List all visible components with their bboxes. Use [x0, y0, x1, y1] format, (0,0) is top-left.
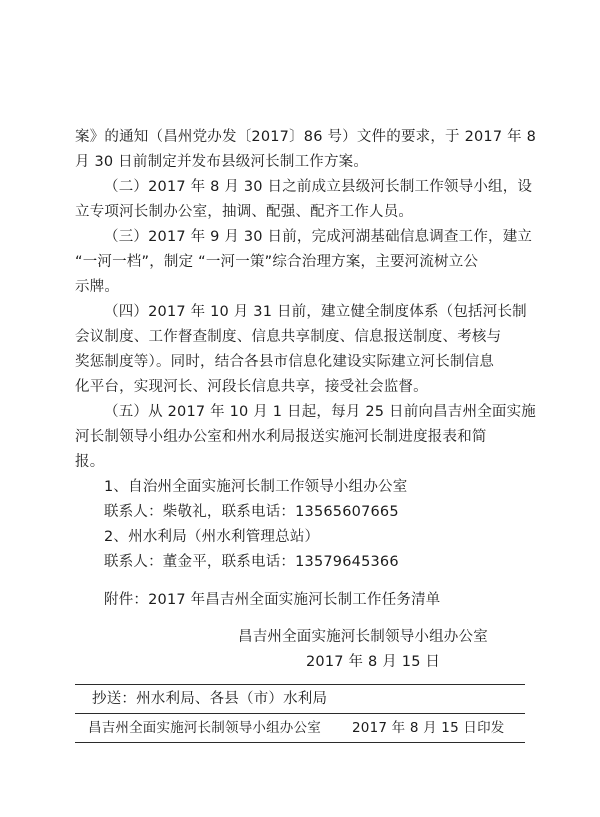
body-line: 化平台，实现河长、河段长信息共享，接受社会监督。	[75, 379, 428, 395]
contact-org-2: 2、州水利局（州水利管理总站）	[104, 529, 320, 545]
body-line: 报。	[75, 454, 105, 470]
body-line: 会议制度、工作督查制度、信息共享制度、信息报送制度、考核与	[75, 329, 502, 345]
signature-org: 昌吉州全面实施河长制领导小组办公室	[238, 629, 488, 645]
body-line: （二）2017 年 8 月 30 日之前成立县级河长制工作领导小组，设	[104, 179, 533, 195]
body-line: 案》的通知（昌州党办发〔2017〕86 号）文件的要求，于 2017 年 8	[75, 129, 537, 145]
divider-bottom	[75, 742, 525, 743]
contact-person-1: 联系人：柴敬礼，联系电话：13565607665	[104, 504, 399, 520]
divider-middle	[75, 713, 525, 714]
signature-date: 2017 年 8 月 15 日	[306, 654, 441, 670]
body-line: 立专项河长制办公室，抽调、配强、配齐工作人员。	[75, 204, 414, 220]
body-line: 河长制领导小组办公室和州水利局报送实施河长制进度报表和简	[75, 429, 487, 445]
cc-line: 抄送：州水利局、各县（市）水利局	[92, 691, 328, 707]
contact-org-1: 1、自治州全面实施河长制工作领导小组办公室	[104, 479, 408, 495]
footer-issuer: 昌吉州全面实施河长制领导小组办公室	[88, 720, 321, 736]
divider-top	[75, 684, 525, 685]
body-line: （四）2017 年 10 月 31 日前，建立健全制度体系（包括河长制	[104, 304, 527, 320]
body-line: 奖惩制度等）。同时，结合各县市信息化建设实际建立河长制信息	[75, 354, 495, 370]
attachment-note: 附件：2017 年昌吉州全面实施河长制工作任务清单	[104, 592, 441, 608]
body-line: （五）从 2017 年 10 月 1 日起，每月 25 日前向昌吉州全面实施	[104, 404, 536, 420]
body-line: “一河一档”，制定 “一河一策”综合治理方案，主要河流树立公	[75, 254, 479, 270]
body-line: 月 30 日前制定并发布县级河长制工作方案。	[75, 154, 369, 170]
body-line: （三）2017 年 9 月 30 日前，完成河湖基础信息调查工作，建立	[104, 229, 533, 245]
contact-person-2: 联系人：董金平，联系电话：13579645366	[104, 554, 399, 570]
body-line: 示牌。	[75, 279, 120, 295]
footer-printed-date: 2017 年 8 月 15 日印发	[352, 720, 505, 736]
